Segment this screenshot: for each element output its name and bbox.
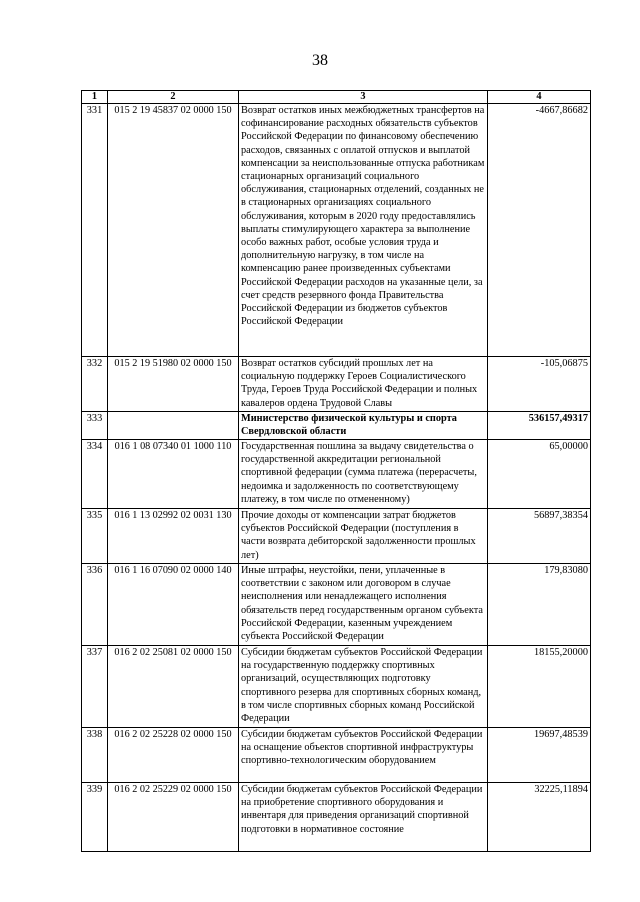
table-row xyxy=(82,104,591,357)
row-description: Иные штрафы, неустойки, пени, уплаченные в соответствии с законом или договором в случае неисполнения или ненадлежащего исполнения обязательств перед государственным органом субъекта Российской Федерации, казенным учреждением субъекта Российской Федерации xyxy=(239,564,488,646)
table-row xyxy=(82,509,591,564)
budget-code: 015 2 19 51980 02 0000 150 xyxy=(108,357,239,412)
row-number: 332 xyxy=(82,357,108,412)
row-description: Субсидии бюджетам субъектов Российской Федерации на оснащение объектов спортивной инфраструктуры спортивно-технологическим оборудованием xyxy=(239,728,488,783)
table-row xyxy=(82,728,591,783)
budget-code xyxy=(108,412,239,440)
table-row xyxy=(82,440,591,509)
revenue-table xyxy=(81,90,591,852)
page-number: 38 xyxy=(312,52,328,69)
table-row xyxy=(82,646,591,728)
row-description: Субсидии бюджетам субъектов Российской Федерации на приобретение спортивного оборудования и инвентаря для приведения организаций спортивной подготовки в нормативное состояние xyxy=(239,783,488,852)
budget-code: 016 2 02 25229 02 0000 150 xyxy=(108,783,239,852)
row-amount: 19697,48539 xyxy=(488,728,591,783)
row-amount: 65,00000 xyxy=(488,440,591,509)
row-description: Государственная пошлина за выдачу свидетельства о государственной аккредитации региональной спортивной федерации (сумма платежа (перерасчеты, недоимка и задолженность по соответствующему платежу, в том числе по отмененному) xyxy=(239,440,488,509)
row-number: 336 xyxy=(82,564,108,646)
row-number: 339 xyxy=(82,783,108,852)
row-number: 335 xyxy=(82,509,108,564)
table-header-row xyxy=(82,91,591,104)
row-amount: 32225,11894 xyxy=(488,783,591,852)
row-amount: -4667,86682 xyxy=(488,104,591,357)
row-amount: -105,06875 xyxy=(488,357,591,412)
budget-code: 016 1 08 07340 01 1000 110 xyxy=(108,440,239,509)
budget-code: 016 2 02 25081 02 0000 150 xyxy=(108,646,239,728)
column-header-1: 1 xyxy=(82,91,108,104)
table-row-section xyxy=(82,412,591,440)
column-header-3: 3 xyxy=(239,91,488,104)
row-number: 338 xyxy=(82,728,108,783)
row-description: Возврат остатков субсидий прошлых лет на социальную поддержку Героев Социалистического Труда, Героев Труда Российской Федерации и полных кавалеров ордена Трудовой Славы xyxy=(239,357,488,412)
row-number: 334 xyxy=(82,440,108,509)
table-row xyxy=(82,783,591,852)
row-amount: 179,83080 xyxy=(488,564,591,646)
budget-code: 016 1 16 07090 02 0000 140 xyxy=(108,564,239,646)
column-header-2: 2 xyxy=(108,91,239,104)
row-description: Прочие доходы от компенсации затрат бюджетов субъектов Российской Федерации (поступления в части возврата дебиторской задолженности прошлых лет) xyxy=(239,509,488,564)
table-row xyxy=(82,357,591,412)
row-number: 331 xyxy=(82,104,108,357)
row-number: 333 xyxy=(82,412,108,440)
row-description: Субсидии бюджетам субъектов Российской Федерации на государственную поддержку спортивных организаций, осуществляющих подготовку спортивного резерва для спортивных сборных команд, в том числе спортивных сборных команд Российской Федерации xyxy=(239,646,488,728)
budget-code: 016 1 13 02992 02 0031 130 xyxy=(108,509,239,564)
table-row xyxy=(82,564,591,646)
row-description: Возврат остатков иных межбюджетных трансфертов на софинансирование расходных обязательств субъектов Российской Федерации по финансовому обеспечению расходов, связанных с оплатой отпусков и выплатой компенсации за неиспользованные отпуска работникам стационарных организаций социального обслуживания, стационарных отделений, созданных не в стационарных организациях социального обслуживания, которым в 2020 году предоставлялись выплаты стимулирующего характера за выполнение особо важных работ, особые условия труда и дополнительную нагрузку, в том числе на компенсацию ранее произведенных субъектами Российской Федерации расходов на указанные цели, за счет средств резервного фонда Правительства Российской Федерации из бюджетов субъектов Российской Федерации xyxy=(239,104,488,357)
row-description: Министерство физической культуры и спорта Свердловской области xyxy=(239,412,488,440)
budget-code: 015 2 19 45837 02 0000 150 xyxy=(108,104,239,357)
row-amount: 536157,49317 xyxy=(488,412,591,440)
row-amount: 56897,38354 xyxy=(488,509,591,564)
budget-code: 016 2 02 25228 02 0000 150 xyxy=(108,728,239,783)
column-header-4: 4 xyxy=(488,91,591,104)
row-number: 337 xyxy=(82,646,108,728)
row-amount: 18155,20000 xyxy=(488,646,591,728)
